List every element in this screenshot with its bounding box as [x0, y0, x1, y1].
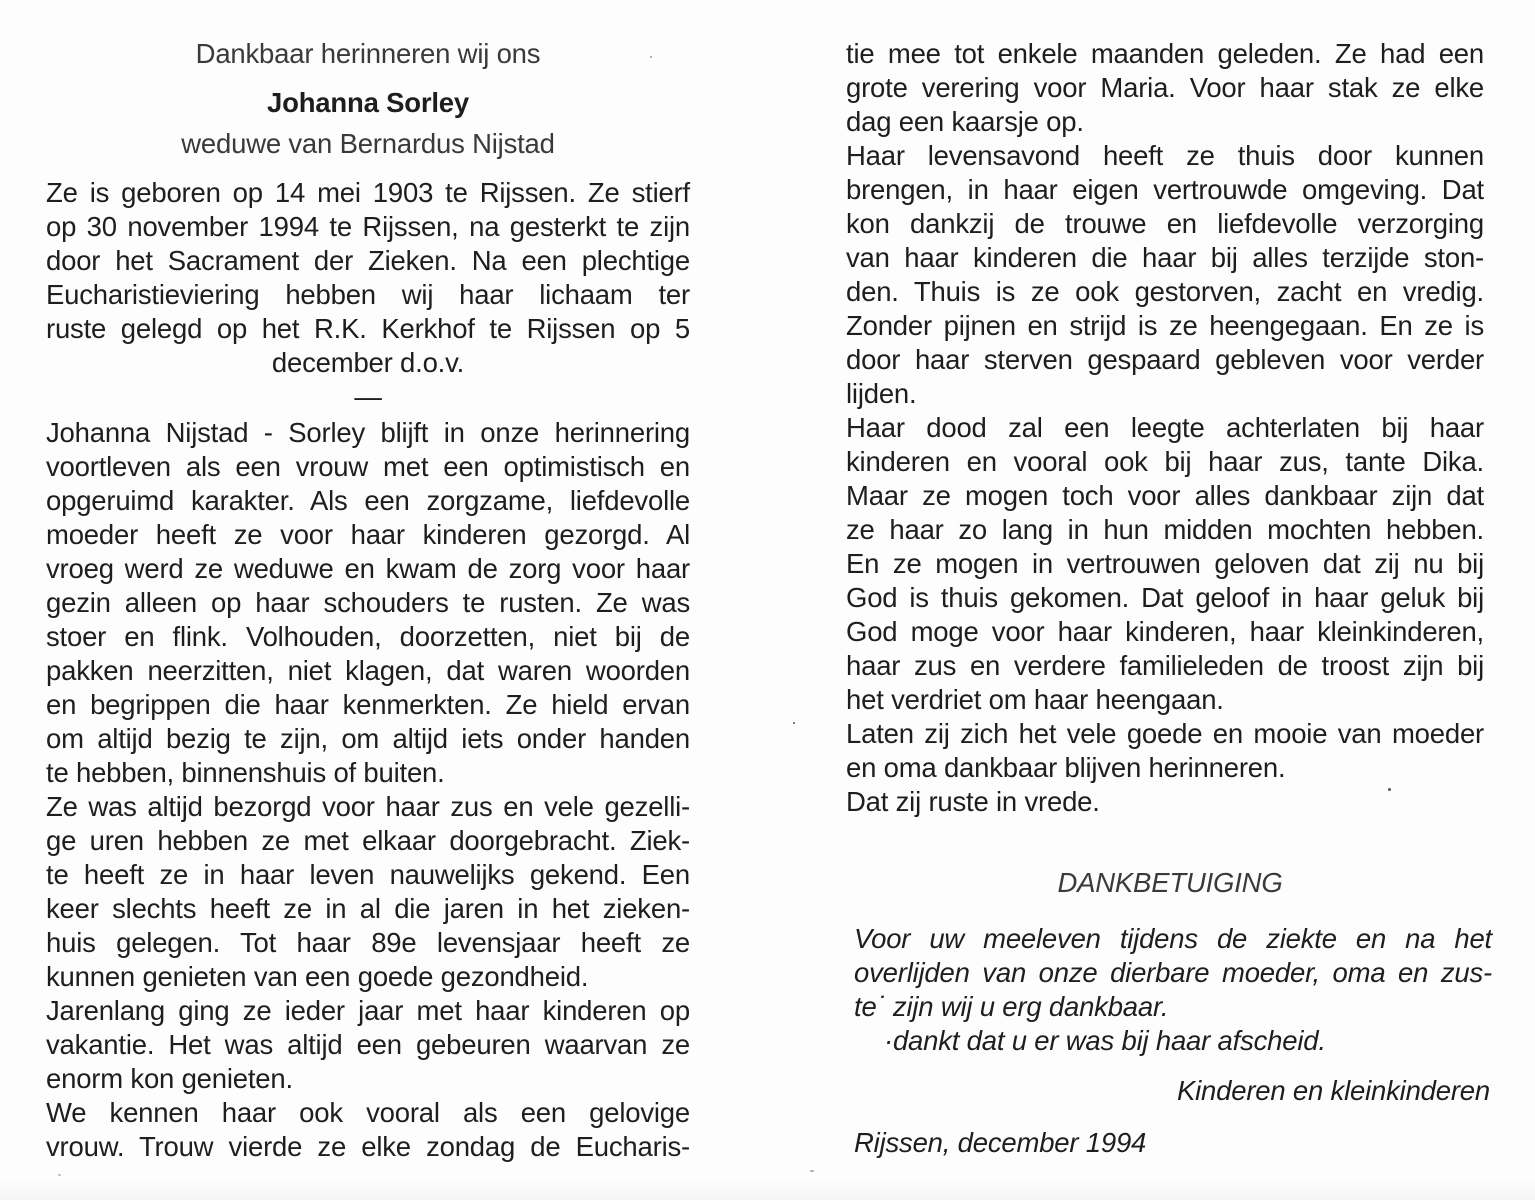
body-line: huis gelegen. Tot haar 89e levensjaar heeft ze — [46, 927, 690, 958]
biography-line: Eucharistieviering hebben wij haar lichaam ter — [46, 279, 690, 310]
closing-line: Dat zij ruste in vrede. — [846, 786, 1100, 817]
body-line: dag een kaarsje op. — [846, 106, 1084, 137]
scan-speck — [650, 56, 652, 58]
body-line: Jarenlang ging ze ieder jaar met haar kinderen op — [46, 995, 690, 1026]
body-line: tie mee tot enkele maanden geleden. Ze had een — [846, 38, 1484, 69]
biography-line: Ze is geboren op 14 mei 1903 te Rijssen. Ze stierf — [46, 177, 690, 208]
scan-edge-shading — [0, 1178, 1535, 1200]
body-line: voortleven als een vrouw met een optimistisch en — [46, 451, 690, 482]
acknowledgement-line: Voor uw meeleven tijdens de ziekte en na het — [854, 923, 1492, 954]
scan-speck — [793, 722, 795, 724]
body-line: ge uren hebben ze met elkaar doorgebracht. Ziek- — [46, 825, 690, 856]
body-line: brengen, in haar eigen vertrouwde omgeving. Dat — [846, 174, 1484, 205]
acknowledgement-heading: DANKBETUIGING — [1057, 867, 1283, 898]
body-line: haar zus en verdere familieleden de troost zijn bij — [846, 650, 1484, 681]
body-line: en begrippen die haar kenmerkten. Ze hield ervan — [46, 689, 690, 720]
body-line: Ze was altijd bezorgd voor haar zus en vele gezelli- — [46, 791, 690, 822]
body-line: pakken neerzitten, niet klagen, dat waren woorden — [46, 655, 690, 686]
signature: Kinderen en kleinkinderen — [1177, 1075, 1490, 1106]
body-line: vakantie. Het was altijd een gebeuren waarvan ze — [46, 1029, 690, 1060]
body-line: het verdriet om haar heengaan. — [846, 684, 1224, 715]
body-line: God is thuis gekomen. Dat geloof in haar geluk bij — [846, 582, 1484, 613]
body-line: lijden. — [846, 378, 917, 409]
scan-speck — [58, 1174, 61, 1176]
body-line: Zonder pijnen en strijd is ze heengegaan. En ze is — [846, 310, 1484, 341]
intro-line: Dankbaar herinneren wij ons — [195, 38, 541, 69]
section-divider: — — [354, 381, 382, 412]
body-line: van haar kinderen die haar bij alles terzijde ston- — [846, 242, 1484, 273]
scan-speck — [1388, 788, 1391, 791]
body-line: En ze mogen in vertrouwen geloven dat zij nu bij — [846, 548, 1484, 579]
body-line: den. Thuis is ze ook gestorven, zacht en vredig. — [846, 276, 1484, 307]
body-line: grote verering voor Maria. Voor haar stak ze elke — [846, 72, 1484, 103]
body-line: te heeft ze in haar leven nauwelijks gekend. Een — [46, 859, 690, 890]
biography-line: op 30 november 1994 te Rijssen, na gesterkt te zijn — [46, 211, 690, 242]
biography-line: ruste gelegd op het R.K. Kerkhof te Rijssen op 5 — [46, 313, 690, 344]
widow-of-line: weduwe van Bernardus Nijstad — [181, 128, 555, 159]
body-line: We kennen haar ook vooral als een gelovige — [46, 1097, 690, 1128]
body-line: Laten zij zich het vele goede en mooie van moeder — [846, 718, 1484, 749]
body-line: kon dankzij de trouwe en liefdevolle verzorging — [846, 208, 1484, 239]
body-line: God moge voor haar kinderen, haar kleinkinderen, — [846, 616, 1484, 647]
body-line: kunnen genieten van een goede gezondheid. — [46, 961, 589, 992]
acknowledgement-line: ·dankt dat u er was bij haar afscheid. — [884, 1025, 1326, 1056]
acknowledgement-line: te˙ zijn wij u erg dankbaar. — [854, 991, 1169, 1022]
body-line: keer slechts heeft ze in al die jaren in het zieken- — [46, 893, 690, 924]
body-line: moeder heeft ze voor haar kinderen gezorgd. Al — [46, 519, 690, 550]
body-line: vrouw. Trouw vierde ze elke zondag de Eucharis- — [46, 1131, 690, 1162]
body-line: en oma dankbaar blijven herinneren. — [846, 752, 1286, 783]
scan-speck — [810, 1170, 814, 1172]
biography-line: door het Sacrament der Zieken. Na een plechtige — [46, 245, 690, 276]
body-line: Johanna Nijstad - Sorley blijft in onze herinnering — [46, 417, 690, 448]
body-line: door haar sterven gespaard gebleven voor verder — [846, 344, 1484, 375]
body-line: Haar dood zal een leegte achterlaten bij haar — [846, 412, 1484, 443]
body-line: gezin alleen op haar schouders te rusten. Ze was — [46, 587, 690, 618]
body-line: stoer en flink. Volhouden, doorzetten, niet bij de — [46, 621, 690, 652]
acknowledgement-line: overlijden van onze dierbare moeder, oma en zus- — [854, 957, 1492, 988]
body-line: opgeruimd karakter. Als een zorgzame, liefdevolle — [46, 485, 690, 516]
body-line: ze haar zo lang in hun midden mochten hebben. — [846, 514, 1484, 545]
biography-line: december d.o.v. — [271, 347, 465, 378]
body-line: enorm kon genieten. — [46, 1063, 293, 1094]
body-line: vroeg werd ze weduwe en kwam de zorg voor haar — [46, 553, 690, 584]
place-date: Rijssen, december 1994 — [854, 1127, 1147, 1158]
body-line: kinderen en vooral ook bij haar zus, tante Dika. — [846, 446, 1484, 477]
body-line: Haar levensavond heeft ze thuis door kunnen — [846, 140, 1484, 171]
body-line: Maar ze mogen toch voor alles dankbaar zijn dat — [846, 480, 1484, 511]
body-line: te hebben, binnenshuis of buiten. — [46, 757, 445, 788]
body-line: om altijd bezig te zijn, om altijd iets onder handen — [46, 723, 690, 754]
deceased-name: Johanna Sorley — [267, 87, 469, 118]
